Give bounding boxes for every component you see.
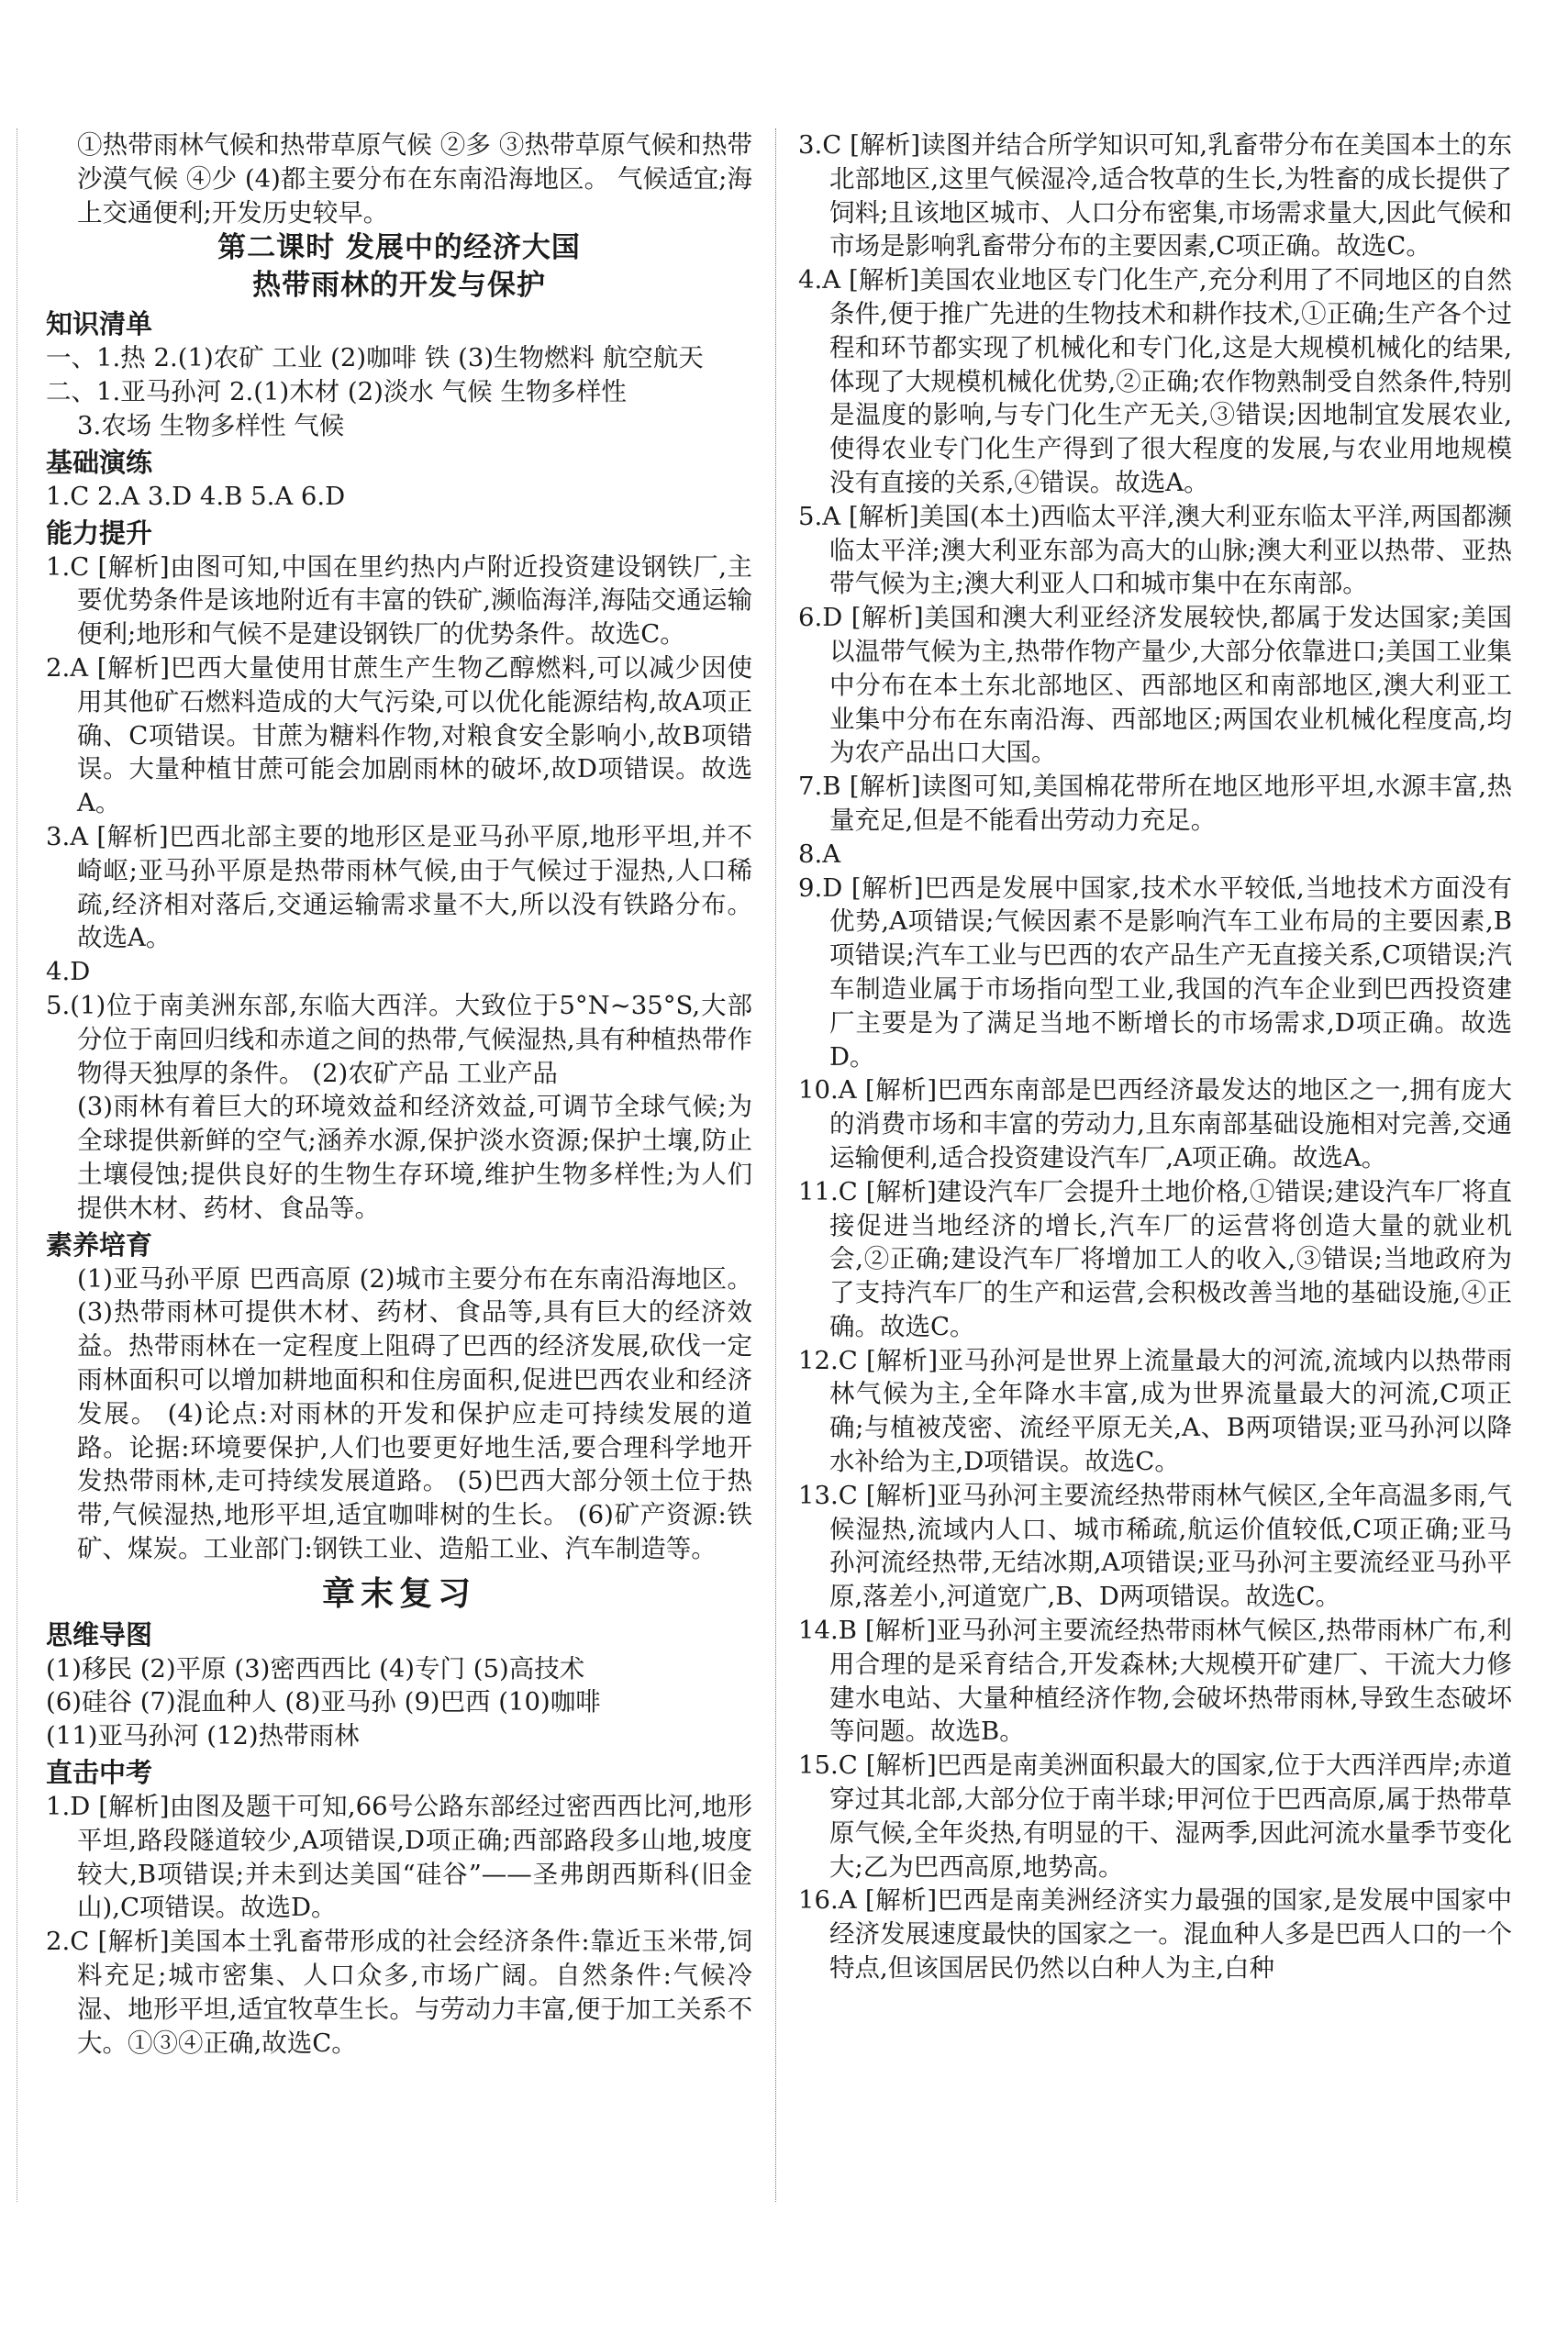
answer-item: 4.D bbox=[46, 957, 91, 987]
answer-item: 5.A [解析]美国(本土)西临太平洋,澳大利亚东临太平洋,两国都濒临太平洋;澳大利亚东部为高大的山脉;澳大利亚以热带、亚热带气候为主;澳大利亚人口和城市集中在东南部。 bbox=[798, 501, 1512, 599]
section-heading-nengli: 能力提升 bbox=[46, 517, 153, 549]
column-divider bbox=[775, 128, 776, 2202]
lesson-subtitle: 热带雨林的开发与保护 bbox=[252, 269, 546, 303]
section-heading-jichu: 基础演练 bbox=[46, 446, 153, 478]
lesson-title: 第二课时 发展中的经济大国 bbox=[217, 231, 581, 265]
section-heading-suyang: 素养培育 bbox=[46, 1228, 153, 1261]
jichu-answers: 1.C 2.A 3.D 4.B 5.A 6.D bbox=[46, 481, 346, 511]
intro-answer: ①热带雨林气候和热带草原气候 ②多 ③热带草原气候和热带沙漠气候 ④少 (4)都主要分布在东南沿海地区。 气候适宜;海上交通便利;开发历史较早。 bbox=[77, 130, 752, 228]
chapter-review-title: 章末复习 bbox=[321, 1573, 476, 1613]
answer-item: 10.A [解析]巴西东南部是巴西经济最发达的地区之一,拥有庞大的消费市场和丰富的劳动力,且东南部基础设施相对完善,交通运输便利,适合投资建设汽车厂,A项正确。故选A。 bbox=[798, 1075, 1512, 1172]
answer-item: (3)雨林有着巨大的环境效益和经济效益,可调节全球气候;为全球提供新鲜的空气;涵养水源,保护淡水资源;保护土壤,防止土壤侵蚀;提供良好的生物生存环境,维护生物多样性;为人们提供木材、药材、食品等。 bbox=[77, 1092, 752, 1223]
answer-item: 3.C [解析]读图并结合所学知识可知,乳畜带分布在美国本土的东北部地区,这里气候湿冷,适合牧草的生长,为牲畜的成长提供了饲料;且该地区城市、人口分布密集,市场需求量大,因此气候和市场是影响乳畜带分布的主要因素,C项正确。故选C。 bbox=[798, 130, 1512, 261]
zhishi-line: 一、1.热 2.(1)农矿 工业 (2)咖啡 铁 (3)生物燃料 航空航天 bbox=[46, 343, 704, 373]
zhishi-line: 3.农场 生物多样性 气候 bbox=[77, 410, 345, 440]
section-heading-zhishi: 知识清单 bbox=[46, 308, 153, 340]
answer-item: 7.B [解析]读图可知,美国棉花带所在地区地形平坦,水源丰富,热量充足,但是不能看出劳动力充足。 bbox=[798, 772, 1512, 835]
answer-item: 1.D [解析]由图及题干可知,66号公路东部经过密西西比河,地形平坦,路段隧道较少,A项错误,D项正确;西部路段多山地,坡度较大,B项错误;并未到达美国“硅谷”——圣弗朗西斯科(旧金山),C项错误。故选D。 bbox=[46, 1792, 752, 1923]
section-heading-zhongkao: 直击中考 bbox=[46, 1757, 153, 1789]
answer-item: 9.D [解析]巴西是发展中国家,技术水平较低,当地技术方面没有优势,A项错误;气候因素不是影响汽车工业布局的主要因素,B项错误;汽车工业与巴西的农产品生产无直接关系,C项错误;汽车制造业属于市场指向型工业,我国的汽车企业到巴西投资建厂主要是为了满足当地不断增长的市场需求,D项正确。故选D。 bbox=[798, 872, 1512, 1072]
zhishi-line: 二、1.亚马孙河 2.(1)木材 (2)淡水 气候 生物多样性 bbox=[46, 377, 627, 407]
answer-item: 4.A [解析]美国农业地区专门化生产,充分利用了不同地区的自然条件,便于推广先进的生物技术和耕作技术,①正确;生产各个过程和环节都实现了机械化和专门化,这是大规模机械化的结果,体现了大规模机械化优势,②正确;农作物熟制受自然条件,特别是温度的影响,与专门化生产无关,③错误;因地制宜发展农业,使得农业专门化生产得到了很大程度的发展,与农业用地规模没有直接的关系,④错误。故选A。 bbox=[798, 265, 1512, 497]
siwei-line: (6)硅谷 (7)混血种人 (8)亚马孙 (9)巴西 (10)咖啡 bbox=[46, 1687, 601, 1717]
answer-item: 5.(1)位于南美洲东部,东临大西洋。大致位于5°N~35°S,大部分位于南回归线和赤道之间的热带,气候湿热,具有种植热带作物得天独厚的条件。 (2)农矿产品 工业产品 bbox=[46, 990, 752, 1088]
section-heading-siwei: 思维导图 bbox=[46, 1618, 153, 1650]
answer-item: 15.C [解析]巴西是南美洲面积最大的国家,位于大西洋西岸;赤道穿过其北部,大部分位于南半球;甲河位于巴西高原,属于热带草原气候,全年炎热,有明显的干、湿两季,因此河流水量季节变化大;乙为巴西高原,地势高。 bbox=[798, 1750, 1512, 1882]
answer-item: 2.A [解析]巴西大量使用甘蔗生产生物乙醇燃料,可以减少因使用其他矿石燃料造成的大气污染,可以优化能源结构,故A项正确、C项错误。甘蔗为糖料作物,对粮食安全影响小,故B项错误。大量种植甘蔗可能会加剧雨林的破坏,故D项错误。故选A。 bbox=[46, 652, 752, 818]
left-column bbox=[46, 128, 752, 2060]
answer-item: 12.C [解析]亚马孙河是世界上流量最大的河流,流域内以热带雨林气候为主,全年降水丰富,成为世界流量最大的河流,C项正确;与植被茂密、流经平原无关,A、B两项错误;亚马孙河以降水补给为主,D项错误。故选C。 bbox=[798, 1345, 1512, 1477]
answer-item: 2.C [解析]美国本土乳畜带形成的社会经济条件:靠近玉米带,饲料充足;城市密集、人口众多,市场广阔。自然条件:气候冷湿、地形平坦,适宜牧草生长。与劳动力丰富,便于加工关系不大。①③④正确,故选C。 bbox=[46, 1927, 752, 2058]
answer-item: 16.A [解析]巴西是南美洲经济实力最强的国家,是发展中国家中经济发展速度最快的国家之一。混血种人多是巴西人口的一个特点,但该国居民仍然以白种人为主,白种 bbox=[798, 1885, 1512, 1984]
answer-item: 8.A bbox=[798, 839, 841, 869]
right-column bbox=[798, 128, 1512, 1985]
siwei-line: (1)移民 (2)平原 (3)密西西比 (4)专门 (5)高技术 bbox=[46, 1653, 585, 1684]
answer-item: 3.A [解析]巴西北部主要的地形区是亚马孙平原,地形平坦,并不崎岖;亚马孙平原是热带雨林气候,由于气候过于湿热,人口稀疏,经济相对落后,交通运输需求量不大,所以没有铁路分布。故选A。 bbox=[46, 821, 752, 953]
answer-item: 6.D [解析]美国和澳大利亚经济发展较快,都属于发达国家;美国以温带气候为主,热带作物产量少,大部分依靠进口;美国工业集中分布在本土东北部地区、西部地区和南部地区,澳大利亚工业集中分布在东南沿海、西部地区;两国农业机械化程度高,均为农产品出口大国。 bbox=[798, 603, 1512, 768]
answer-item: 14.B [解析]亚马孙河主要流经热带雨林气候区,热带雨林广布,利用合理的是采育结合,开发森林;大规模开矿建厂、干流大力修建水电站、大量种植经济作物,会破坏热带雨林,导致生态破坏等问题。故选B。 bbox=[798, 1616, 1512, 1747]
suyang-answer: (1)亚马孙平原 巴西高原 (2)城市主要分布在东南沿海地区。 (3)热带雨林可提供木材、药材、食品等,具有巨大的经济效益。热带雨林在一定程度上阻碍了巴西的经济发展,砍伐一定雨林面积可以增加耕地面积和住房面积,促进巴西农业和经济发展。 (4)论点:对雨林的开发和保护应走可持续发展的道路。论据:环境要保护,人们也要更好地生活,要合理科学地开发热带雨林,走可持续发展道路。 (5)巴西大部分领土位于热带,气候湿热,地形平坦,适宜咖啡树的生长。 (6)矿产资源:铁矿、煤炭。工业部门:钢铁工业、造船工业、汽车制造等。 bbox=[77, 1263, 752, 1563]
answer-item: 13.C [解析]亚马孙河主要流经热带雨林气候区,全年高温多雨,气候湿热,流域内人口、城市稀疏,航运价值较低,C项正确;亚马孙河流经热带,无结冰期,A项错误;亚马孙河主要流经亚马孙平原,落差小,河道宽广,B、D两项错误。故选C。 bbox=[798, 1480, 1512, 1612]
answer-item: 11.C [解析]建设汽车厂会提升土地价格,①错误;建设汽车厂将直接促进当地经济的增长,汽车厂的运营将创造大量的就业机会,②正确;建设汽车厂将增加工人的收入,③错误;当地政府为了支持汽车厂的生产和运营,会积极改善当地的基础设施,④正确。故选C。 bbox=[798, 1176, 1512, 1341]
answer-item: 1.C [解析]由图可知,中国在里约热内卢附近投资建设钢铁厂,主要优势条件是该地附近有丰富的铁矿,濒临海洋,海陆交通运输便利;地形和气候不是建设钢铁厂的优势条件。故选C。 bbox=[46, 551, 752, 650]
siwei-line: (11)亚马孙河 (12)热带雨林 bbox=[46, 1721, 360, 1751]
